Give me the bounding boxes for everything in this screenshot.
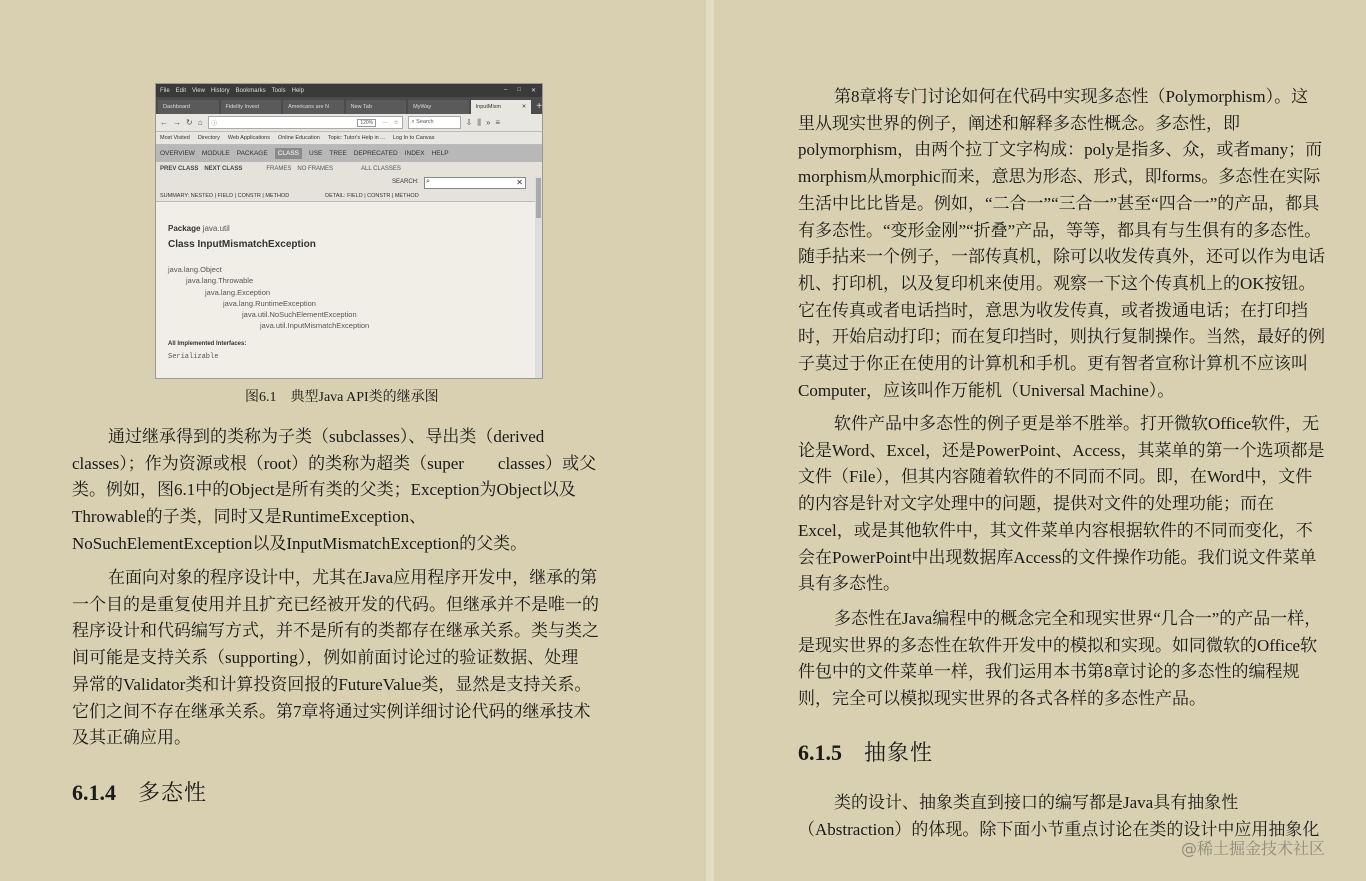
text-line: Computer，应该叫作万能机（Universal Machine）。 [798,380,1175,400]
text-line: 件包中的文件菜单一样，我们运用本书第8章讨论的多态性的编程规 [798,662,1300,682]
text-line: 则，完全可以模拟现实世界的各式各样的多态性产品。 [798,689,1206,709]
text-line: 通过继承得到的类称为子类（subclasses）、导出类（derived [108,427,545,446]
text-line: 具有多态性。 [798,574,900,594]
text-line: 在面向对象的程序设计中，尤其在Java应用程序开发中，继承的第 [108,568,598,587]
home-icon: ⌂ [197,118,203,127]
text-line: 多态性在Java编程中的概念完全和现实世界“几合一”的产品一样， [834,609,1322,628]
text-line: 异常的Validator类和计算投资回报的FutureValue类，显然是支持关系。 [72,674,592,694]
maximize-icon: □ [517,87,521,93]
text-line: 有多态性。“变形金刚”“折叠”产品，等等，都具有与生俱有的多态性。 [798,220,1322,240]
search-icon: ⌕ [426,178,430,185]
browser-tab: New Tab [346,100,407,114]
browser-tab: Americans are N [283,100,344,114]
overflow-icon: » [485,118,491,127]
package-line [168,224,369,233]
close-icon: ✕ [530,88,536,94]
hierarchy-item: java.util.InputMismatchException [260,321,370,331]
bookmark-item: Directory [197,135,220,141]
javadoc-search-row [156,175,542,190]
summary-links: SUMMARY: NESTED | FIELD | CONSTR | METHOD [160,192,290,199]
text-line: 的内容是针对文字处理中的问题，提供对文件的处理功能；而在 [798,494,1274,514]
text-line: 文件（File），但其内容随着软件的不同而不同。即，在Word中，文件 [798,467,1313,487]
package-label: Package [168,224,201,233]
text-line: polymorphism，由两个拉丁文字构成：poly是指多、众，或者many；而 [798,140,1323,160]
javadoc-nav-item: TREE [329,150,347,157]
text-line: Throwable的子类，同时又是RuntimeException、 [72,507,427,527]
menu-icon: ≡ [495,118,501,127]
text-line: 时，开始启动打印；而在复印挡时，则执行复制操作。当然，最好的例 [798,327,1325,347]
page-gutter [706,0,714,881]
javadoc-nav-item: HELP [431,150,449,157]
search-icon: ⌕ [411,119,415,125]
javadoc-content [168,224,369,361]
text-line: 第8章将专门讨论如何在代码中实现多态性（Polymorphism）。这 [834,87,1309,106]
all-classes-link: ALL CLASSES [361,165,401,172]
window-controls [504,87,542,94]
javadoc-subnav [156,162,542,175]
browser-menubar [156,84,542,97]
text-line: 它们之间不存在继承关系。第7章将通过实例详细讨论代码的继承技术 [72,701,591,721]
browser-search [408,116,461,129]
package-name: java.util [202,224,230,233]
bookmark-item: Topic: Tutor's Help in ... [327,135,385,141]
menu-tools: Tools [271,87,286,94]
hierarchy-item: java.lang.RuntimeException [223,298,316,308]
browser-tab: Fidelity Invest [221,100,282,114]
text-line: 软件产品中多态性的例子更是举不胜举。打开微软Office软件，无 [834,414,1320,433]
paragraph [72,565,599,752]
text-line: 间可能是支持关系（supporting），例如前面讨论过的验证数据、处理 [72,648,579,668]
text-line: 程序设计和代码编写方式，并不是所有的类都存在继承关系。类与类之 [72,621,599,641]
text-line: 及其正确应用。 [72,728,191,748]
scrollbar-thumb [536,178,541,218]
menu-help: Help [291,87,304,94]
hierarchy-item: java.lang.Throwable [186,276,254,286]
paragraph [798,411,1325,598]
browser-tab: Dashboard [158,100,219,114]
browser-navbar [156,114,542,132]
javadoc-nav-item: USE [309,150,323,157]
text-line: classes）；作为资源或根（root）的类称为超类（super classes）或父 [72,453,597,473]
browser-tab-active [471,100,532,114]
implemented-value: Serializable [168,352,219,361]
menu-history: History [210,87,230,94]
text-line: 随手拈来一个例子，一部传真机，除可以收发传真外，还可以作为电话 [798,247,1325,267]
text-line: Excel，或是其他软件中，其文件菜单内容根据软件的不同而变化，不 [798,520,1313,540]
figure-caption: 图6.1 典型Java API类的继承图 [245,390,439,405]
browser-tabbar [156,97,542,114]
paragraph [798,606,1321,713]
javadoc-nav-item: DEPRECATED [353,150,398,157]
implemented-label: All Implemented Interfaces: [168,340,247,347]
text-line: 它在传真或者电话挡时，意思为收发传真，或者拨通电话；在打印挡 [798,300,1308,320]
tab-label: InputMism [475,104,502,110]
browser-search-placeholder: Search [416,119,434,125]
text-line: 类的设计、抽象类直到接口的编写都是Java具有抽象性 [834,793,1239,812]
section-title: 抽象性 [864,740,934,765]
paragraph [798,84,1325,404]
download-icon: ⇩ [465,118,473,127]
text-line: 类。例如，图6.1中的Object是所有类的父类；Exception为Object以及 [72,480,576,500]
bookmark-item: Web Applications [227,135,270,141]
next-class-link: NEXT CLASS [204,165,243,172]
javadoc-search-label: SEARCH: [392,179,419,185]
right-page [714,0,1366,881]
text-line: 子莫过于你正在使用的计算机和手机。更有智者宣称计算机不应该叫 [798,354,1308,374]
hierarchy-item: java.lang.Object [168,265,222,274]
bookmark-item: Online Education [277,135,320,141]
text-line: 生活中比比皆是。例如，“二合一”“三合一”甚至“四合一”的产品，都具 [798,193,1320,213]
text-line: 机、打印机，以及复印机来使用。观察一下这个传真机上的OK按钮。 [798,273,1316,293]
javadoc-summary-row [156,190,542,202]
hierarchy-item: java.lang.Exception [205,287,271,297]
no-frames-link: NO FRAMES [297,165,334,172]
menu-bookmarks: Bookmarks [235,87,266,94]
class-title: Class InputMismatchException [168,239,316,250]
menu-view: View [192,87,205,94]
watermark: @稀土掘金技术社区 [1181,839,1326,858]
section-heading [72,776,207,807]
zoom-level: 120% [357,119,376,127]
javadoc-nav-item: OVERVIEW [160,150,195,157]
text-line: 论是Word、Excel，还是PowerPoint、Access，其菜单的第一个选项都是 [798,440,1325,460]
javadoc-nav-item: PACKAGE [236,150,268,157]
detail-links: DETAIL: FIELD | CONSTR | METHOD [325,192,419,199]
menu-file: File [160,87,170,94]
bookmark-item: Log In to Canvas [392,135,435,141]
text-line: （Abstraction）的体现。除下面小节重点讨论在类的设计中应用抽象化 [798,819,1320,839]
minimize-icon: – [504,87,508,93]
more-icon: ··· [382,119,388,126]
library-icon: ⫼ [477,117,481,127]
info-icon: ⓘ [211,120,218,127]
clear-icon: ✕ [516,178,523,187]
javadoc-search-input [424,177,526,189]
scrollbar [535,176,542,378]
url-bar [208,116,403,129]
bookmark-item: Most Visited [160,135,190,141]
frames-link: FRAMES [266,165,292,172]
section-number: 6.1.4 [72,780,116,805]
new-tab-icon: + [536,101,543,112]
hierarchy-item: java.util.NoSuchElementException [242,310,357,320]
forward-icon: → [173,118,181,127]
text-line: 里从现实世界的例子，阐述和解释多态性概念。多态性，即 [798,113,1240,133]
javadoc-nav [156,145,542,162]
text-line: morphism从morphic而来，意思为形态、形式，即forms。多态性在实际 [798,167,1321,187]
reload-icon: ↻ [186,118,193,127]
bookmarks-bar [156,132,542,145]
paragraph [72,424,596,558]
javadoc-nav-item: MODULE [201,150,230,157]
menu-edit: Edit [175,87,187,94]
figure-screenshot [155,83,543,379]
back-icon: ← [160,118,168,127]
text-line: 一个目的是重复使用并且扩充已经被开发的代码。但继承并不是唯一的 [72,594,599,614]
text-line: 是现实世界的多态性在软件开发中的模拟和实现。如同微软的Office软 [798,635,1318,655]
javadoc-nav-item-active: CLASS [275,148,302,159]
browser-tab: MyWay [408,100,469,114]
section-heading [798,736,933,767]
section-number: 6.1.5 [798,740,842,765]
text-line: 会在PowerPoint中出现数据库Access的文件操作功能。我们说文件菜单 [798,547,1317,567]
prev-class-link: PREV CLASS [160,165,199,172]
bookmark-star-icon: ☆ [393,119,399,126]
tab-close-icon: ✕ [521,104,527,110]
section-title: 多态性 [138,780,208,805]
text-line: NoSuchElementException以及InputMismatchException的父类。 [72,533,528,553]
class-hierarchy [168,264,369,332]
javadoc-nav-item: INDEX [404,150,425,157]
